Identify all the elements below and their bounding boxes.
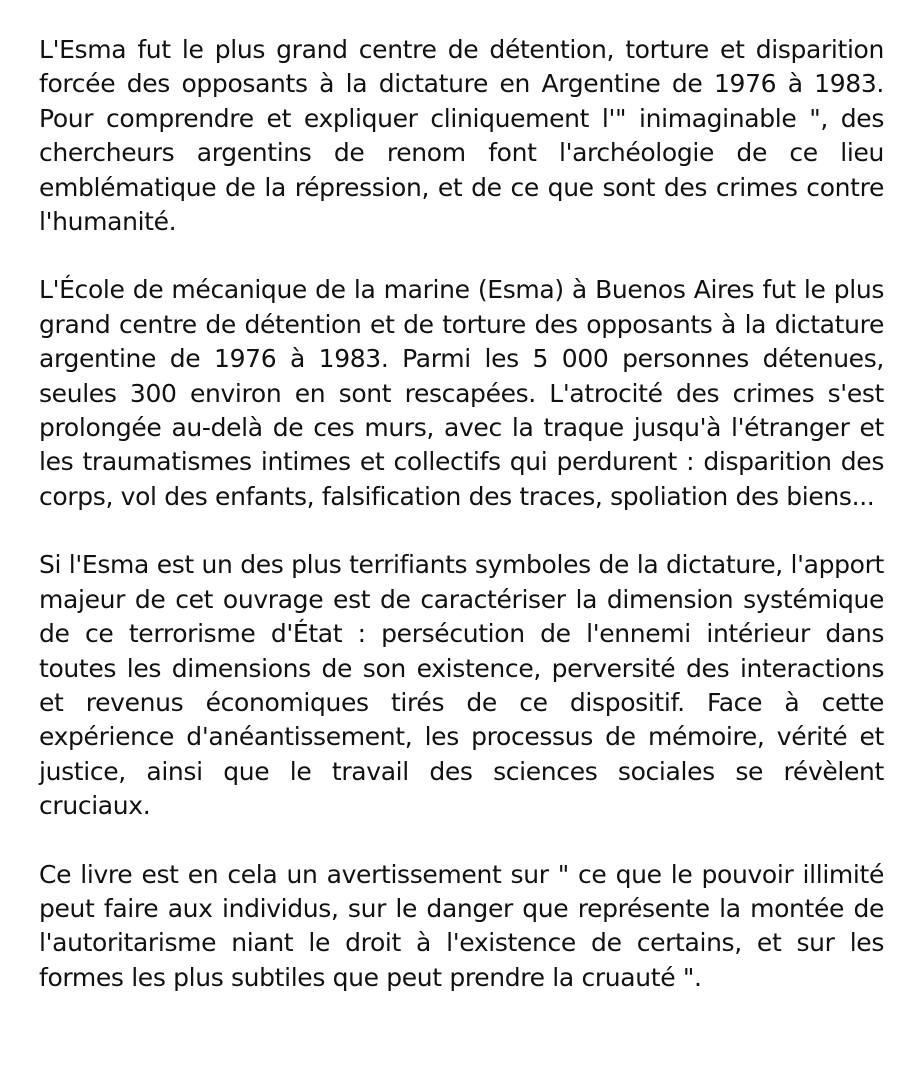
paragraph-warning: Ce livre est en cela un avertissement sur " ce que le pouvoir illimité peut faire aux individus, sur le danger que représente la montée de l'autoritarisme niant le droit à l'existence de certains, et sur les formes les plus subtiles que peut prendre la cruauté ".	[39, 859, 884, 992]
paragraph-state-terrorism: Si l'Esma est un des plus terrifiants symboles de la dictature, l'apport majeur de cet ouvrage est de caractériser la dimension systémique de ce terrorisme d'État : persécution de l'ennemi intérieur dans toutes les dimensions de son existence, perversité des interactions et revenus économiques tirés de ce dispositif. Face à cette expérience d'anéantissement, les processus de mémoire, vérité et justice, ainsi que le travail des sciences sociales se révèlent cruciaux.	[39, 550, 884, 821]
document-body	[39, 33, 884, 995]
paragraph-esma-history: L'École de mécanique de la marine (Esma) à Buenos Aires fut le plus grand centre de détention et de torture des opposants à la dictature argentine de 1976 à 1983. Parmi les 5 000 personnes détenues, seules 300 environ en sont rescapées. L'atrocité des crimes s'est prolongée au-delà de ces murs, avec la traque jusqu'à l'étranger et les traumatismes intimes et collectifs qui perdurent : disparition des corps, vol des enfants, falsification des traces, spoliation des biens...	[39, 275, 884, 511]
paragraph-intro: L'Esma fut le plus grand centre de détention, torture et disparition forcée des opposants à la dictature en Argentine de 1976 à 1983. Pour comprendre et expliquer cliniquement l'" inimaginable ", des chercheurs argentins de renom font l'archéologie de ce lieu emblématique de la répression, et de ce que sont des crimes contre l'humanité.	[39, 35, 884, 237]
